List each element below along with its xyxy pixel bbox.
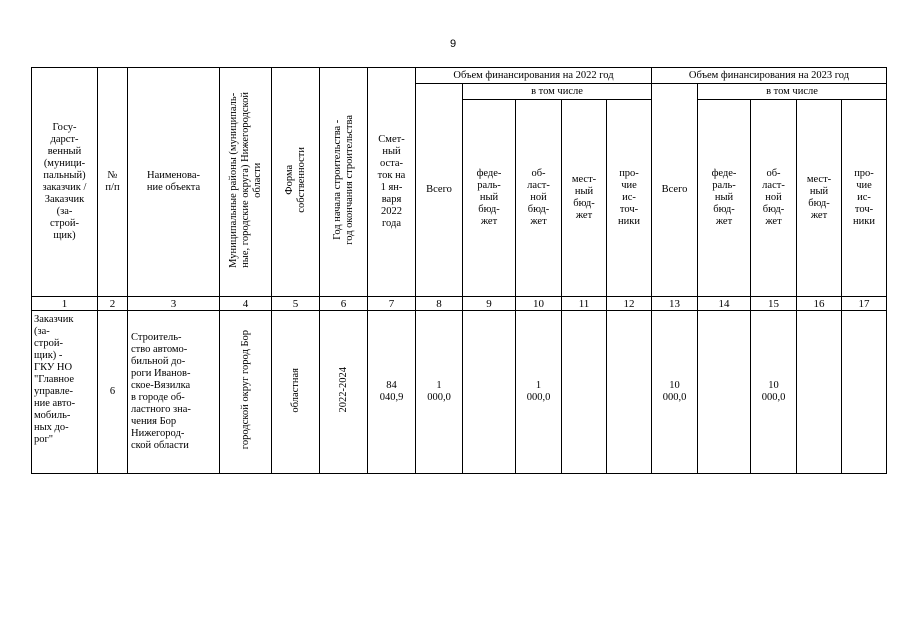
row-local-2022 [562, 311, 607, 474]
header-including-2022: в том числе [463, 84, 652, 100]
column-number: 12 [607, 297, 652, 311]
header-regional-2023: об- ласт- ной бюд- жет [751, 100, 797, 297]
column-number: 10 [516, 297, 562, 311]
page-number: 9 [449, 38, 457, 50]
header-other-2023: про- чие ис- точ- ники [842, 100, 887, 297]
column-number: 7 [368, 297, 416, 311]
header-local-2022: мест- ный бюд- жет [562, 100, 607, 297]
column-number: 14 [698, 297, 751, 311]
header-total-2023: Всего [652, 84, 698, 297]
header-years [320, 68, 368, 297]
column-number: 11 [562, 297, 607, 311]
header-other-2022: про- чие ис- точ- ники [607, 100, 652, 297]
row-other-2022 [607, 311, 652, 474]
header-object-name: Наименова- ние объекта [128, 68, 220, 297]
column-number: 9 [463, 297, 516, 311]
header-fin-2023: Объем финансирования на 2023 год [652, 68, 887, 84]
row-object-name: Строитель- ство автомо- бильной до- роги Иванов- ское-Вязилка в городе об- ластного зна- чения Бор Нижегород- ской области [128, 311, 220, 474]
header-federal-2023: феде- раль- ный бюд- жет [698, 100, 751, 297]
row-federal-2023 [698, 311, 751, 474]
row-estimate: 84 040,9 [368, 311, 416, 474]
row-municipality [220, 311, 272, 474]
column-number: 3 [128, 297, 220, 311]
header-num: № п/п [98, 68, 128, 297]
header-including-2023: в том числе [698, 84, 887, 100]
row-years [320, 311, 368, 474]
header-regional-2022: об- ласт- ной бюд- жет [516, 100, 562, 297]
row-num: 6 [98, 311, 128, 474]
column-number: 1 [32, 297, 98, 311]
row-ownership [272, 311, 320, 474]
column-number: 16 [797, 297, 842, 311]
header-customer: Госу- дарст- венный (муници- пальный) заказчик / Заказчик (за- строй- щик) [32, 68, 98, 297]
column-number: 15 [751, 297, 797, 311]
column-number: 5 [272, 297, 320, 311]
table-row [32, 311, 887, 474]
row-total-2022: 1 000,0 [416, 311, 463, 474]
row-municipality-text: городской округ город Бор [239, 330, 251, 450]
row-regional-2022: 1 000,0 [516, 311, 562, 474]
header-municipality [220, 68, 272, 297]
column-number: 2 [98, 297, 128, 311]
row-ownership-text: областная [289, 367, 301, 413]
header-ownership-text: Форма собственности [283, 147, 307, 213]
financing-table [31, 67, 887, 474]
column-number: 13 [652, 297, 698, 311]
row-customer: Заказчик (за- строй- щик) - ГКУ НО "Главное управле- ние авто- мобиль- ных до- рог" [32, 311, 98, 474]
row-years-text: 2022-2024 [337, 367, 349, 413]
header-federal-2022: феде- раль- ный бюд- жет [463, 100, 516, 297]
column-number: 4 [220, 297, 272, 311]
row-regional-2023: 10 000,0 [751, 311, 797, 474]
row-federal-2022 [463, 311, 516, 474]
column-number: 6 [320, 297, 368, 311]
row-local-2023 [797, 311, 842, 474]
header-municipality-text: Муниципальные районы (муниципаль- ные, городские округа) Нижегородской области [227, 92, 263, 268]
header-years-text: Год начала строительства - год окончания строительства [331, 115, 355, 245]
row-total-2023: 10 000,0 [652, 311, 698, 474]
column-number: 8 [416, 297, 463, 311]
header-ownership [272, 68, 320, 297]
header-local-2023: мест- ный бюд- жет [797, 100, 842, 297]
column-number: 17 [842, 297, 887, 311]
header-total-2022: Всего [416, 84, 463, 297]
header-estimate: Смет- ный оста- ток на 1 ян- варя 2022 года [368, 68, 416, 297]
row-other-2023 [842, 311, 887, 474]
header-fin-2022: Объем финансирования на 2022 год [416, 68, 652, 84]
